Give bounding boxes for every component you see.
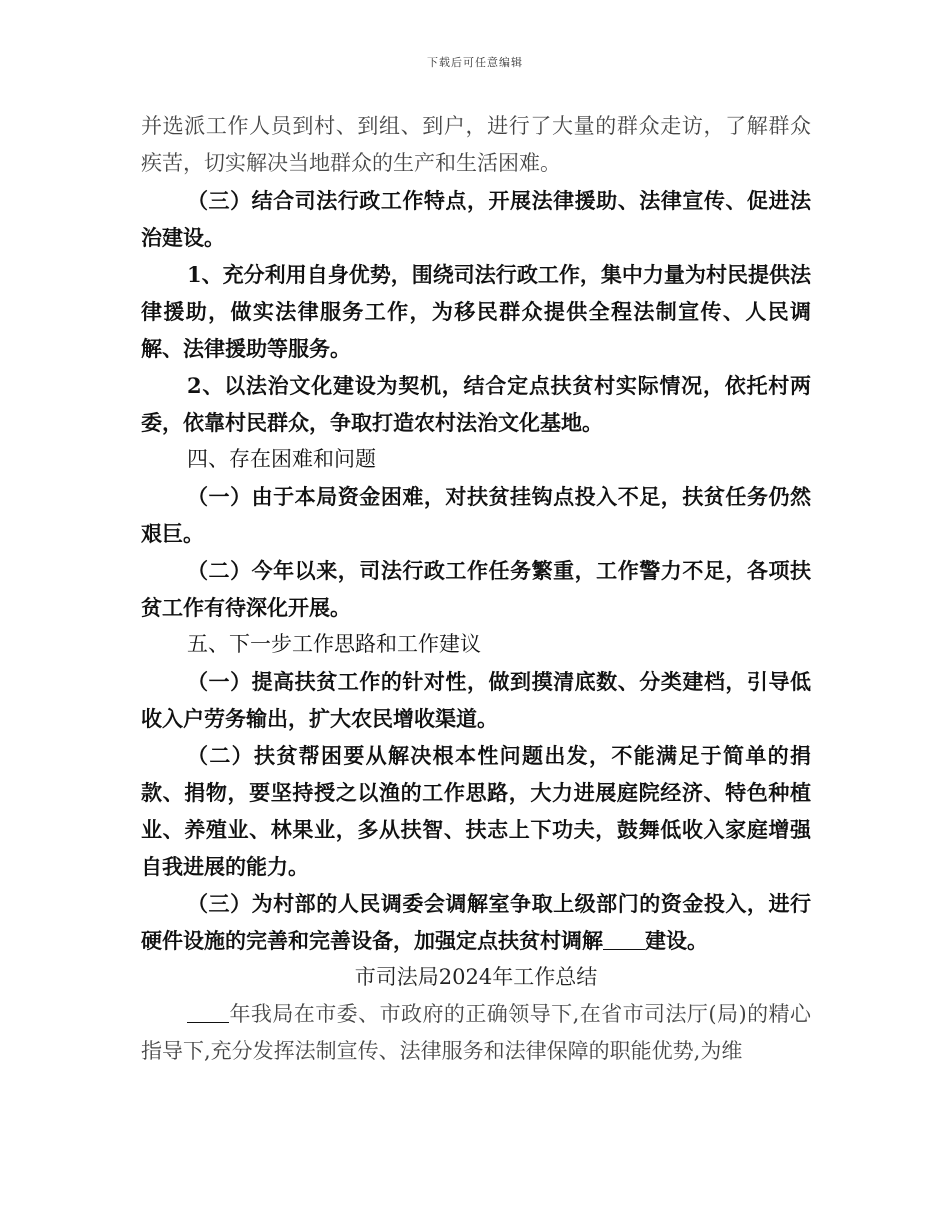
paragraph-4: 2、以法治文化建设为契机，结合定点扶贫村实际情况，依托村两委，依靠村民群众，争取打造农村法治文化基地。 xyxy=(141,373,811,435)
paragraph-3: 1、充分利用自身优势，围绕司法行政工作，集中力量为村民提供法律援助，做实法律服务工作，为移民群众提供全程法制宣传、人民调解、法律援助等服务。 xyxy=(141,262,811,361)
blank-underline xyxy=(603,929,645,950)
paragraph-6: （一）由于本局资金困难，对扶贫挂钩点投入不足，扶贫任务仍然艰巨。 xyxy=(141,484,811,546)
section-heading-4: 四、存在困难和问题 xyxy=(187,447,376,471)
section-title: 市司法局2024年工作总结 xyxy=(354,965,598,989)
paragraph-7: （二）今年以来，司法行政工作任务繁重，工作警力不足，各项扶贫工作有待深化开展。 xyxy=(141,558,811,620)
paragraph-12 xyxy=(141,996,811,1070)
paragraph-1: 并选派工作人员到村、到组、到户，进行了大量的群众走访，了解群众疾苦，切实解决当地群众的生产和生活困难。 xyxy=(141,114,811,175)
paragraph-11-text: （三）为村部的人民调委会调解室争取上级部门的资金投入，进行硬件设施的完善和完善设备，加强定点扶贫村调解 xyxy=(141,891,811,953)
document-body xyxy=(141,108,811,1070)
paragraph-12-text: 年我局在市委、市政府的正确领导下,在省市司法厅(局)的精心指导下,充分发挥法制宣传、法律服务和法律保障的职能优势,为维 xyxy=(141,1002,811,1063)
paragraph-9: （一）提高扶贫工作的针对性，做到摸清底数、分类建档，引导低收入户劳务输出，扩大农民增收渠道。 xyxy=(141,669,811,731)
blank-underline xyxy=(187,1002,229,1023)
section-heading-5: 五、下一步工作思路和工作建议 xyxy=(187,632,481,656)
paragraph-11 xyxy=(141,885,811,959)
page-header: 下载后可任意编辑 xyxy=(427,56,523,69)
paragraph-11-tail: 建设。 xyxy=(645,928,708,953)
paragraph-2: （三）结合司法行政工作特点，开展法律援助、法律宣传、促进法治建设。 xyxy=(141,188,811,250)
paragraph-10: （二）扶贫帮困要从解决根本性问题出发，不能满足于简单的捐款、捐物，要坚持授之以渔的工作思路，大力进展庭院经济、特色种植业、养殖业、林果业，多从扶智、扶志上下功夫，鼓舞低收入家庭增强自我进展的能力。 xyxy=(141,743,811,879)
